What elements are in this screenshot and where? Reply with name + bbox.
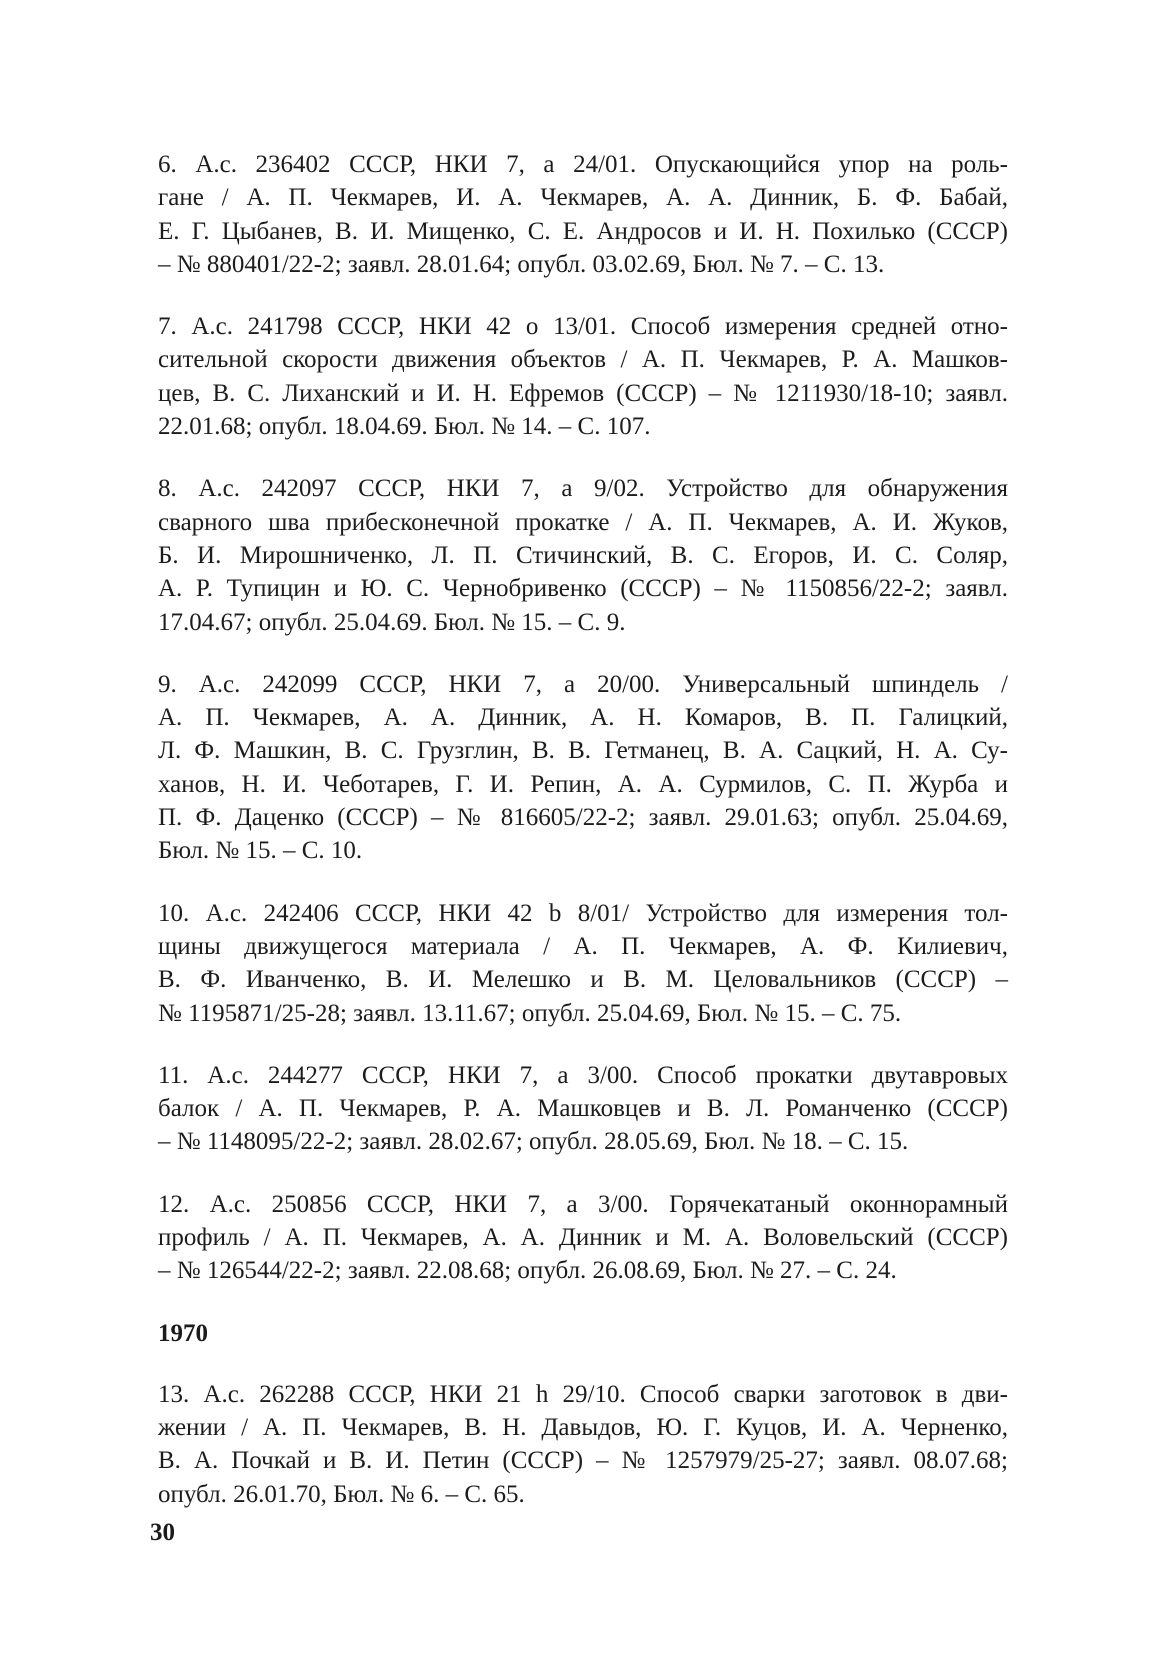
entry-line: – № 1148095/22-2; заявл. 28.02.67; опубл. 28.05.69, Бюл. № 18. – С. 15. bbox=[158, 1128, 909, 1156]
bibliography-entry bbox=[158, 1378, 1008, 1511]
entry-line: опубл. 26.01.70, Бюл. № 6. – С. 65. bbox=[158, 1480, 525, 1508]
bibliography-entry bbox=[158, 472, 1008, 638]
entry-line: А. Р. Тупицин и Ю. С. Чернобривенко (СССР) – № 1150856/22-2; заявл. bbox=[158, 575, 1008, 603]
bibliography-entry bbox=[158, 897, 1008, 1030]
entry-line: 10. А.с. 242406 СССР, НКИ 42 b 8/01/ Устройство для измерения тол- bbox=[158, 899, 1008, 927]
entry-line: гане / А. П. Чекмарев, И. А. Чекмарев, А. А. Динник, Б. Ф. Бабай, bbox=[158, 184, 1008, 212]
entry-line: сварного шва прибесконечной прокатке / А. П. Чекмарев, А. И. Жуков, bbox=[158, 508, 1008, 536]
entry-line: Б. И. Мирошниченко, Л. П. Стичинский, В. С. Егоров, И. С. Соляр, bbox=[158, 541, 1008, 569]
entry-line: балок / А. П. Чекмарев, Р. А. Машковцев и В. Л. Романченко (СССР) bbox=[158, 1095, 1008, 1123]
bibliography-entry bbox=[158, 1188, 1008, 1288]
entry-line: 11. А.с. 244277 СССР, НКИ 7, а 3/00. Способ прокатки двутавровых bbox=[158, 1061, 1008, 1089]
entry-line: Л. Ф. Машкин, В. С. Грузглин, В. В. Гетманец, В. А. Сацкий, Н. А. Су- bbox=[158, 737, 1008, 765]
entry-line: сительной скорости движения объектов / А. П. Чекмарев, Р. А. Машков- bbox=[158, 346, 1008, 374]
year-heading: 1970 bbox=[158, 1319, 208, 1347]
entry-line: В. А. Почкай и В. И. Петин (СССР) – № 1257979/25-27; заявл. 08.07.68; bbox=[158, 1447, 1008, 1475]
entry-line: 6. А.с. 236402 СССР, НКИ 7, а 24/01. Опускающийся упор на роль- bbox=[158, 151, 1008, 178]
entry-line: А. П. Чекмарев, А. А. Динник, А. Н. Комаров, В. П. Галицкий, bbox=[158, 704, 1008, 732]
bibliography-page bbox=[158, 148, 1008, 1540]
entry-line: 13. А.с. 262288 СССР, НКИ 21 h 29/10. Способ сварки заготовок в дви- bbox=[158, 1380, 1008, 1408]
bibliography-entry bbox=[158, 310, 1008, 443]
entry-line: ханов, Н. И. Чеботарев, Г. И. Репин, А. А. Сурмилов, С. П. Журба и bbox=[158, 770, 1008, 798]
entries-list-before bbox=[158, 148, 1008, 1288]
entry-line: профиль / А. П. Чекмарев, А. А. Динник и М. А. Воловельский (СССР) bbox=[158, 1224, 1008, 1252]
bibliography-entry bbox=[158, 1059, 1008, 1159]
entry-line: – № 126544/22-2; заявл. 22.08.68; опубл. 26.08.69, Бюл. № 27. – С. 24. bbox=[158, 1257, 897, 1285]
bibliography-entry bbox=[158, 668, 1008, 868]
entries-list-after bbox=[158, 1378, 1008, 1511]
entry-line: цев, В. С. Лиханский и И. Н. Ефремов (СССР) – № 1211930/18-10; заявл. bbox=[158, 379, 1008, 407]
entry-line: щины движущегося материала / А. П. Чекмарев, А. Ф. Килиевич, bbox=[158, 932, 1008, 960]
entry-line: Бюл. № 15. – С. 10. bbox=[158, 837, 363, 865]
entry-line: П. Ф. Даценко (СССР) – № 816605/22-2; заявл. 29.01.63; опубл. 25.04.69, bbox=[158, 804, 1008, 832]
entry-line: В. Ф. Иванченко, В. И. Мелешко и В. М. Целовальников (СССР) – bbox=[158, 966, 1008, 994]
entry-line: 22.01.68; опубл. 18.04.69. Бюл. № 14. – С. 107. bbox=[158, 413, 651, 441]
entry-line: – № 880401/22-2; заявл. 28.01.64; опубл. 03.02.69, Бюл. № 7. – С. 13. bbox=[158, 250, 885, 278]
entry-line: Е. Г. Цыбанев, В. И. Мищенко, С. Е. Андросов и И. Н. Похилько (СССР) bbox=[158, 217, 1008, 245]
bibliography-entry bbox=[158, 148, 1008, 281]
entry-line: 8. А.с. 242097 СССР, НКИ 7, а 9/02. Устройство для обнаружения bbox=[158, 475, 1008, 503]
entry-line: 9. А.с. 242099 СССР, НКИ 7, а 20/00. Универсальный шпиндель / bbox=[158, 670, 1008, 698]
entry-line: 7. А.с. 241798 СССР, НКИ 42 о 13/01. Способ измерения средней отно- bbox=[158, 313, 1008, 341]
entry-line: 12. А.с. 250856 СССР, НКИ 7, а 3/00. Горячекатаный оконнорамный bbox=[158, 1190, 1008, 1218]
entry-line: 17.04.67; опубл. 25.04.69. Бюл. № 15. – С. 9. bbox=[158, 608, 626, 636]
entry-line: жении / А. П. Чекмарев, В. Н. Давыдов, Ю. Г. Куцов, И. А. Черненко, bbox=[158, 1413, 1008, 1441]
entry-line: № 1195871/25-28; заявл. 13.11.67; опубл. 25.04.69, Бюл. № 15. – С. 75. bbox=[158, 999, 902, 1027]
page-number: 30 bbox=[150, 1519, 175, 1546]
